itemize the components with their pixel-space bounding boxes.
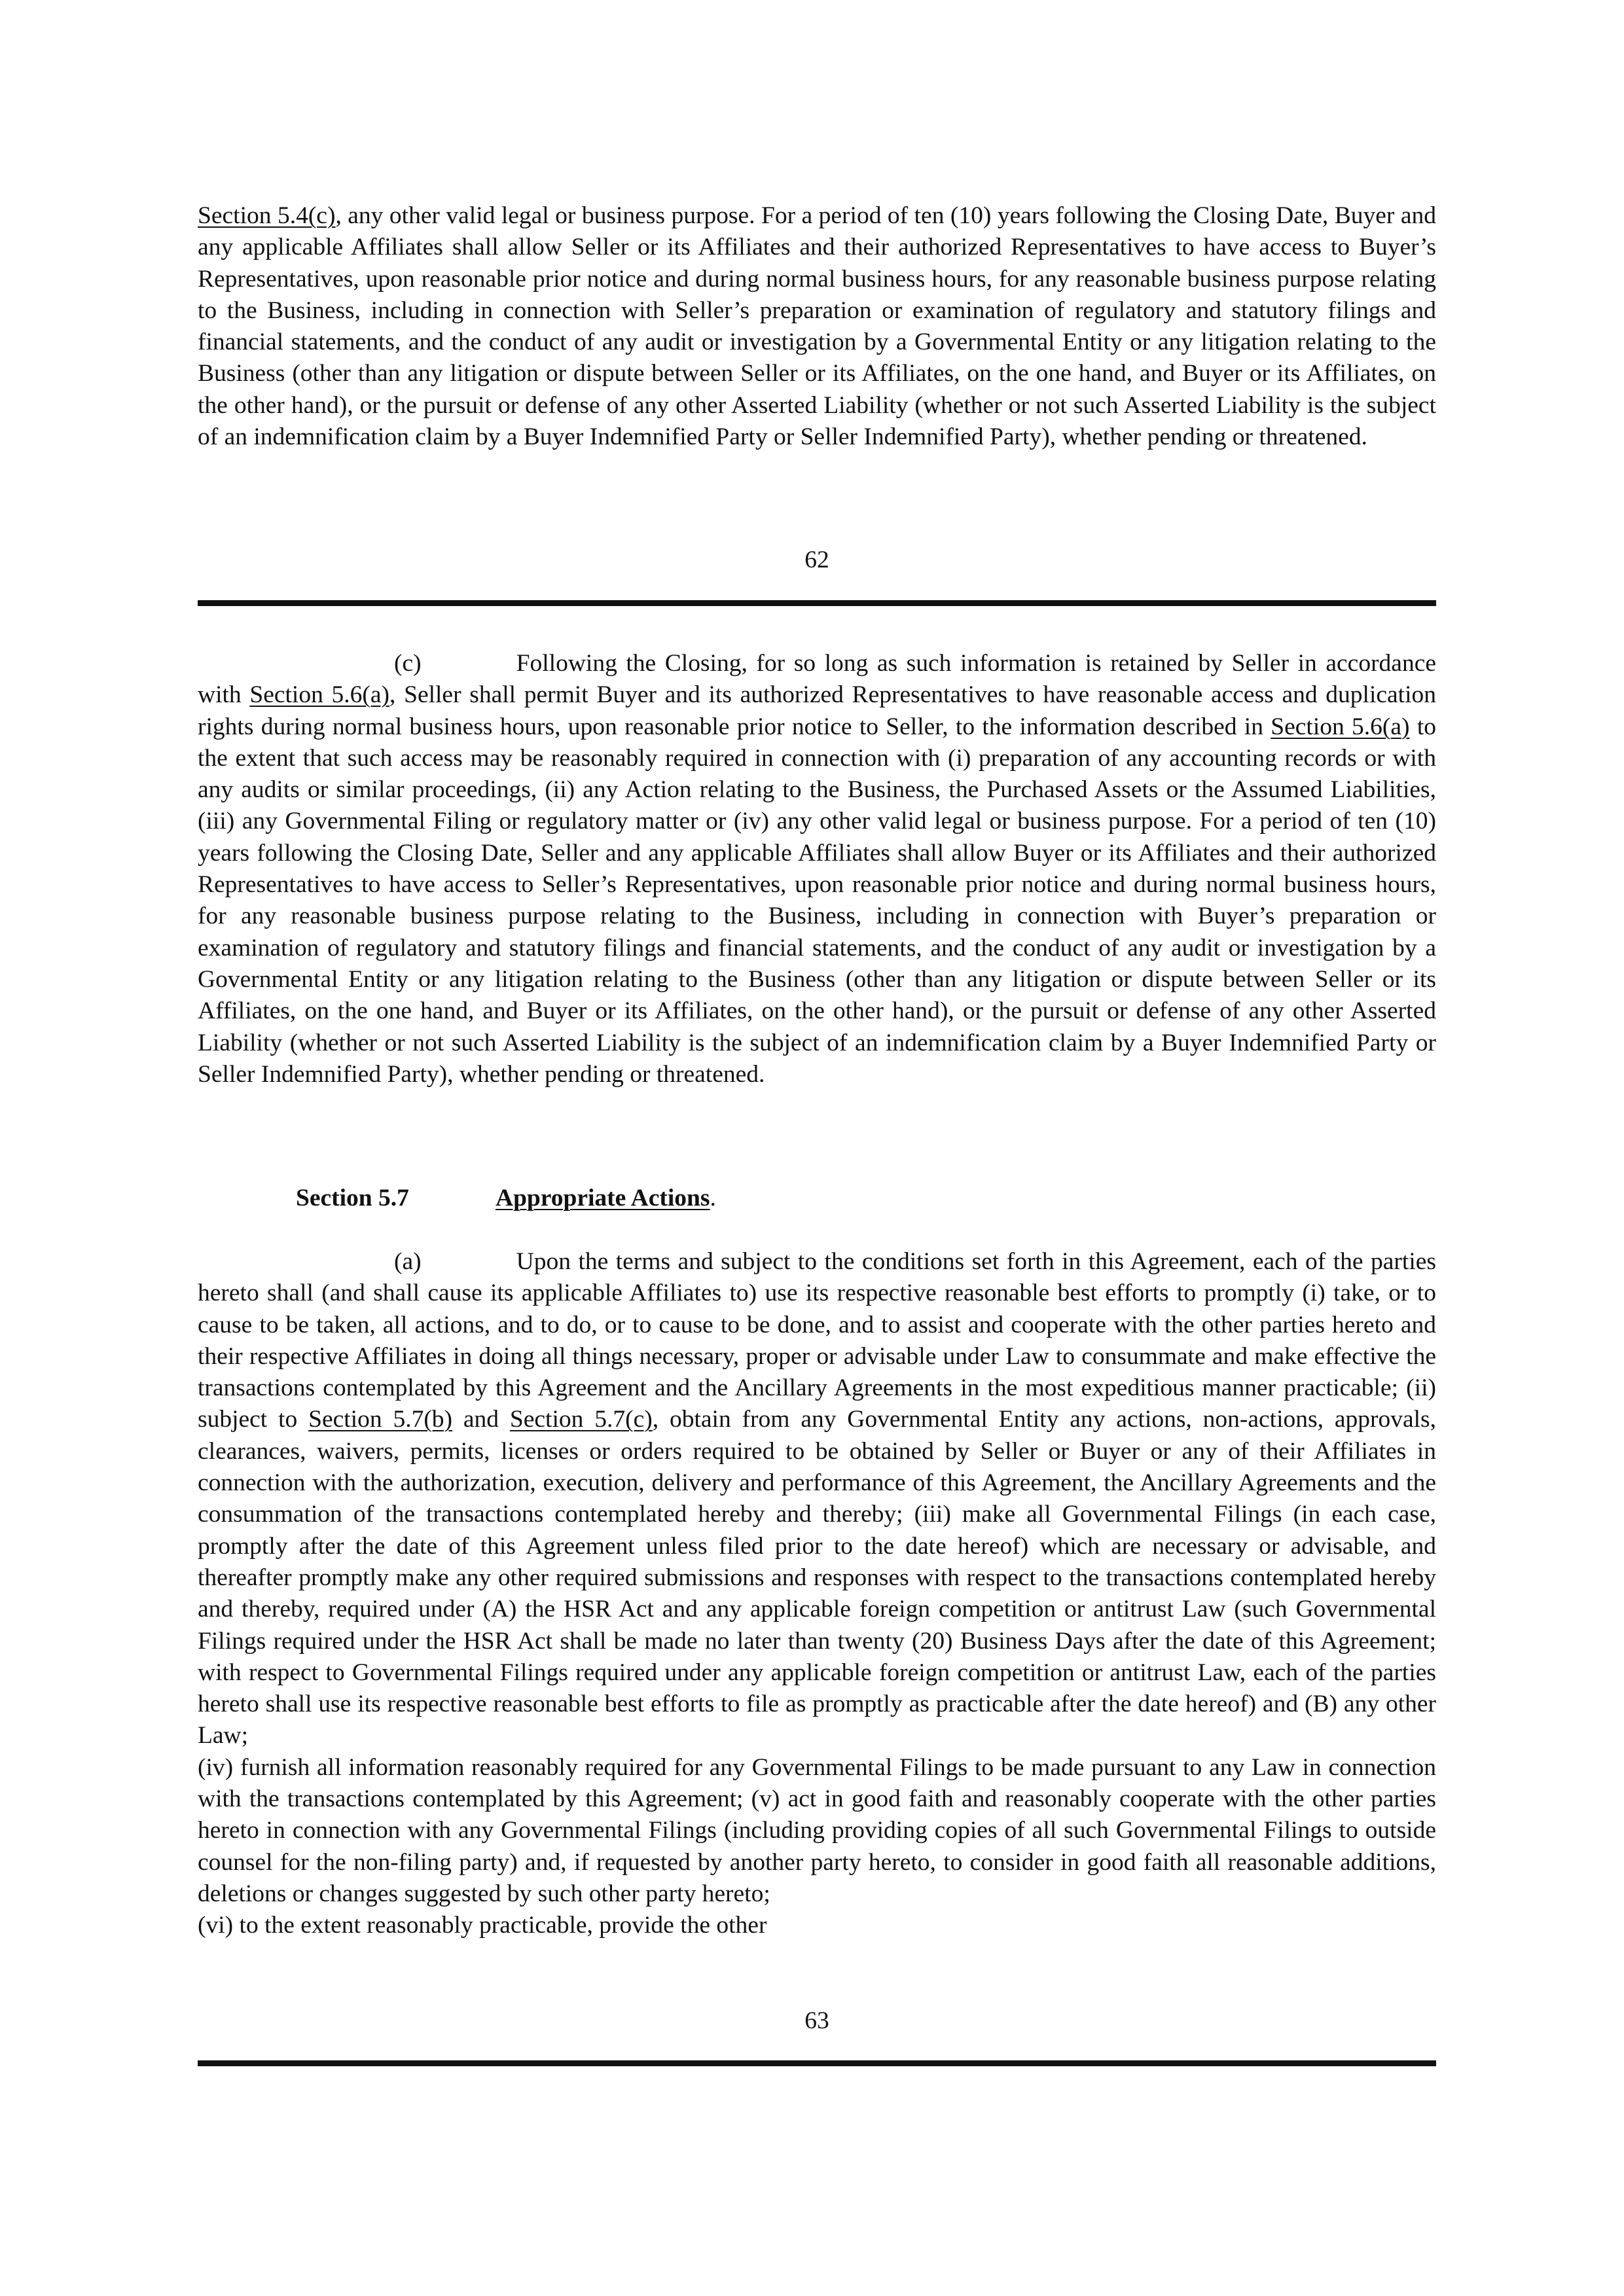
- top-paragraph: [198, 200, 1436, 453]
- paragraph-a-text-end: (vi) to the extent reasonably practicable, provide the other: [198, 1912, 767, 1939]
- page-number: 63: [804, 2007, 829, 2034]
- paragraph-a-text: (a) Upon the terms and subject to the conditions set forth in this Agreement, each of the parties hereto shall (and shall cause its applicable Affiliates to) use its respective reasonable best efforts to promptly (i) take, or to cause to be taken, all actions, and to do, or to cause to be done, and to assist and cooperate with the other parties hereto and their respective Affiliates in doing all things necessary, proper or advisable under Law to consummate and make effective the transactions contemplated by this Agreement and the Ancillary Agreements in the most expeditious manner practicable; (ii) subject to Section 5.7(b) and Section 5.7(c), obtain from any Governmental Entity any actions, non-actions, approvals, clearances, waivers, permits, licenses or orders required to be obtained by Seller or Buyer or any of their Affiliates in connection with the authorization, execution, delivery and performance of this Agreement, the Ancillary Agreements and the consummation of the transactions contemplated hereby and thereby; (iii) make all Governmental Filings (in each case, promptly after the date of this Agreement unless filed prior to the date hereof) which are necessary or advisable, and thereafter promptly make any other required submissions and responses with respect to the transactions contemplated hereby and thereby, required under (A) the HSR Act and any applicable foreign competition or antitrust Law (such Governmental Filings required under the HSR Act shall be made no later than twenty (20) Business Days after the date of this Agreement; with respect to Governmental Filings required under any applicable foreign competition or antitrust Law, each of the parties hereto shall use its respective reasonable best efforts to file as promptly as practicable after the date hereof) and (B) any other Law;: [198, 1248, 1436, 1749]
- page-divider: [198, 600, 1436, 606]
- section-number: Section 5.7: [296, 1185, 409, 1211]
- paragraph-a: [198, 1246, 1436, 1942]
- page-number: 62: [804, 547, 829, 573]
- section-heading: Section 5.7 Appropriate Actions.: [198, 1183, 1436, 1214]
- cross-reference[interactable]: Section 5.7(c): [509, 1406, 653, 1433]
- page-number-62: [198, 545, 1436, 576]
- cross-reference[interactable]: Section 5.6(a): [249, 681, 390, 709]
- paragraph-continuation: [198, 200, 1436, 453]
- section-title: Appropriate Actions: [496, 1185, 710, 1211]
- paragraph-label: (a): [394, 1248, 422, 1275]
- cross-reference[interactable]: Section 5.6(a): [1271, 713, 1410, 740]
- paragraph-c-text: (c) Following the Closing, for so long as such information is retained by Seller in accordance with Section 5.6(a), Seller shall permit Buyer and its authorized Representatives to have reasonable access and duplication rights during normal business hours, upon reasonable prior notice to Seller, to the information described in Section 5.6(a) to the extent that such access may be reasonably required in connection with (i) preparation of any accounting records or with any audits or similar proceedings, (ii) any Action relating to the Business, the Purchased Assets or the Assumed Liabilities, (iii) any Governmental Filing or regulatory matter or (iv) any other valid legal or business purpose. For a period of ten (10) years following the Closing Date, Seller and any applicable Affiliates shall allow Buyer or its Affiliates and their authorized Representatives to have access to Seller’s Representatives, upon reasonable prior notice and during normal business hours, for any reasonable business purpose relating to the Business, including in connection with Buyer’s preparation or examination of regulatory and statutory filings and financial statements, and the conduct of any audit or investigation by a Governmental Entity or any litigation relating to the Business (other than any litigation or dispute between Seller or its Affiliates, on the one hand, and Buyer or its Affiliates, on the other hand), or the pursuit or defense of any other Asserted Liability (whether or not such Asserted Liability is the subject of an indemnification claim by a Buyer Indemnified Party or Seller Indemnified Party), whether pending or threatened.: [198, 650, 1436, 1088]
- paragraph-label: (c): [394, 650, 422, 677]
- page-number-63: [198, 2005, 1436, 2037]
- cross-reference[interactable]: Section 5.4(c): [198, 202, 336, 229]
- cross-reference[interactable]: Section 5.7(b): [308, 1406, 453, 1433]
- page-divider: [198, 2060, 1436, 2066]
- paragraph-a-text-cont: (iv) furnish all information reasonably required for any Governmental Filings to be made pursuant to any Law in connection with the transactions contemplated by this Agreement; (v) act in good faith and reasonably cooperate with the other parties hereto in connection with any Governmental Filings (including providing copies of all such Governmental Filings to outside counsel for the non-filing party) and, if requested by another party hereto, to consider in good faith all reasonable additions, deletions or changes suggested by such other party hereto;: [198, 1753, 1436, 1907]
- paragraph-text: , any other valid legal or business purpose. For a period of ten (10) years following the Closing Date, Buyer and any applicable Affiliates shall allow Seller or its Affiliates and their authorized Representatives to have access to Buyer’s Representatives, upon reasonable prior notice and during normal business hours, for any reasonable business purpose relating to the Business, including in connection with Seller’s preparation or examination of regulatory and statutory filings and financial statements, and the conduct of any audit or investigation by a Governmental Entity or any litigation relating to the Business (other than any litigation or dispute between Seller or its Affiliates, on the one hand, and Buyer or its Affiliates, on the other hand), or the pursuit or defense of any other Asserted Liability (whether or not such Asserted Liability is the subject of an indemnification claim by a Buyer Indemnified Party or Seller Indemnified Party), whether pending or threatened.: [198, 202, 1437, 451]
- paragraph-c: [198, 648, 1436, 1090]
